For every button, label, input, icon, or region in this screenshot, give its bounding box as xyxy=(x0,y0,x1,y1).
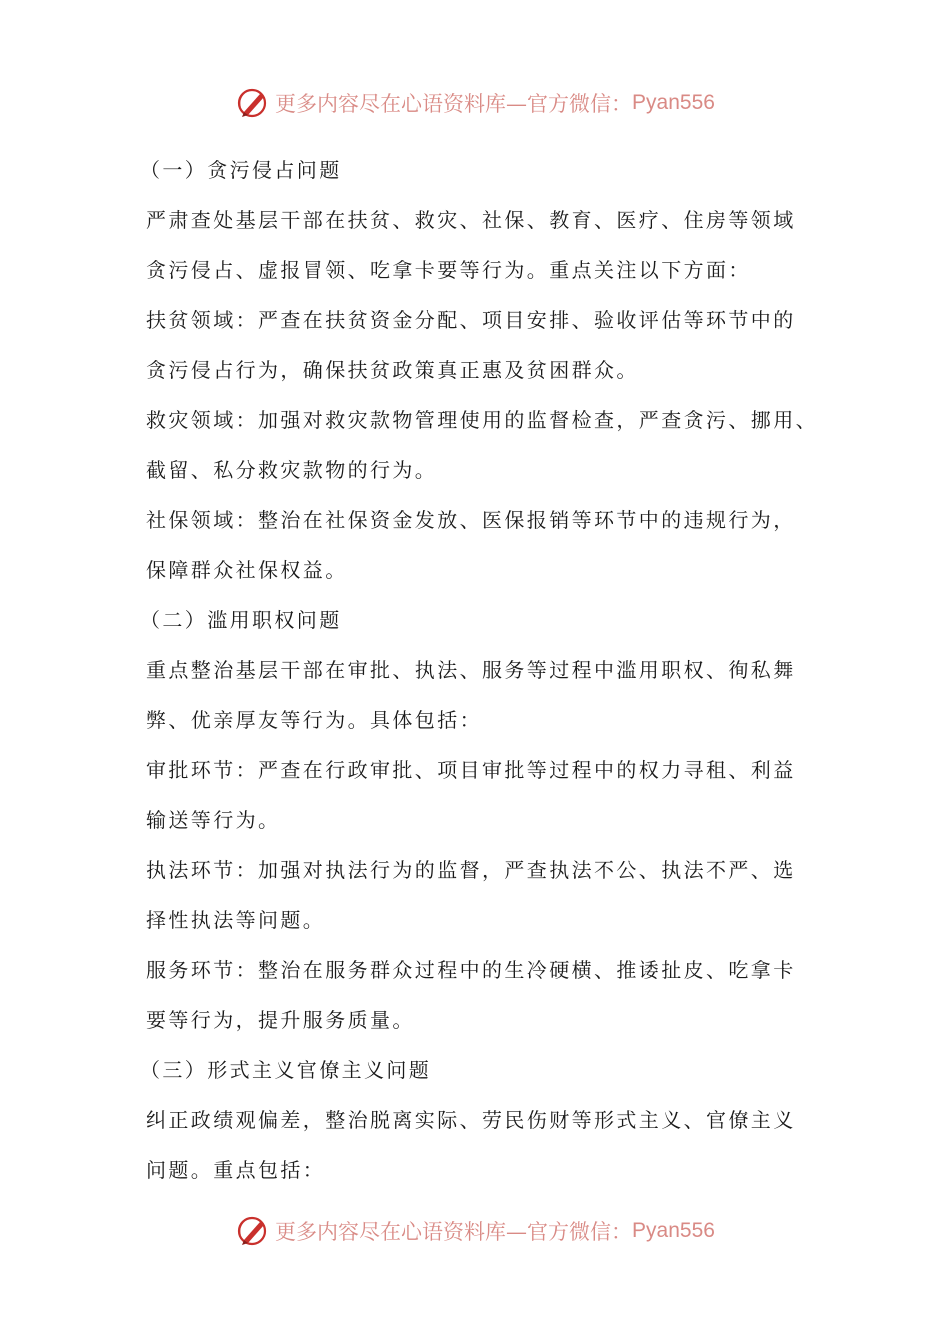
paragraph-line: 审批环节：严查在行政审批、项目审批等过程中的权力寻租、利益 xyxy=(146,758,796,782)
paragraph-line: 重点整治基层干部在审批、执法、服务等过程中滥用职权、徇私舞 xyxy=(146,658,796,682)
paragraph-line: 社保领域：整治在社保资金发放、医保报销等环节中的违规行为， xyxy=(146,508,796,532)
watermark-text: 更多内容尽在心语资料库—官方微信： xyxy=(275,1220,633,1244)
paragraph-line: 截留、私分救灾款物的行为。 xyxy=(146,458,438,482)
section-heading: （三）形式主义官僚主义问题 xyxy=(140,1058,432,1082)
paragraph-line: 问题。重点包括： xyxy=(146,1158,326,1182)
paragraph-line: 纠正政绩观偏差，整治脱离实际、劳民伤财等形式主义、官僚主义 xyxy=(146,1108,796,1132)
header-watermark xyxy=(0,83,950,123)
paragraph-line: 救灾领域：加强对救灾款物管理使用的监督检查，严查贪污、挪用、 xyxy=(146,408,818,432)
paragraph-line: 贪污侵占、虚报冒领、吃拿卡要等行为。重点关注以下方面： xyxy=(146,258,751,282)
footer-watermark xyxy=(0,1211,950,1251)
paragraph-line: 弊、优亲厚友等行为。具体包括： xyxy=(146,708,482,732)
paragraph-line: 扶贫领域：严查在扶贫资金分配、项目安排、验收评估等环节中的 xyxy=(146,308,796,332)
watermark-wechat-id: Pyan556 xyxy=(632,91,715,114)
watermark-text: 更多内容尽在心语资料库—官方微信： xyxy=(275,92,633,116)
section-heading: （二）滥用职权问题 xyxy=(140,608,342,632)
paragraph-line: 执法环节：加强对执法行为的监督，严查执法不公、执法不严、选 xyxy=(146,858,796,882)
paragraph-line: 择性执法等问题。 xyxy=(146,908,326,932)
paragraph-line: 服务环节：整治在服务群众过程中的生冷硬横、推诿扯皮、吃拿卡 xyxy=(146,958,796,982)
paragraph-line: 严肃查处基层干部在扶贫、救灾、社保、教育、医疗、住房等领域 xyxy=(146,208,796,232)
paragraph-line: 要等行为，提升服务质量。 xyxy=(146,1008,415,1032)
paragraph-line: 贪污侵占行为，确保扶贫政策真正惠及贫困群众。 xyxy=(146,358,639,382)
watermark-wechat-id: Pyan556 xyxy=(632,1219,715,1242)
paragraph-line: 保障群众社保权益。 xyxy=(146,558,348,582)
pen-logo-icon xyxy=(235,85,271,121)
section-heading: （一）贪污侵占问题 xyxy=(140,158,342,182)
document-body xyxy=(140,145,846,1195)
paragraph-line: 输送等行为。 xyxy=(146,808,281,832)
pen-logo-icon xyxy=(235,1213,271,1249)
